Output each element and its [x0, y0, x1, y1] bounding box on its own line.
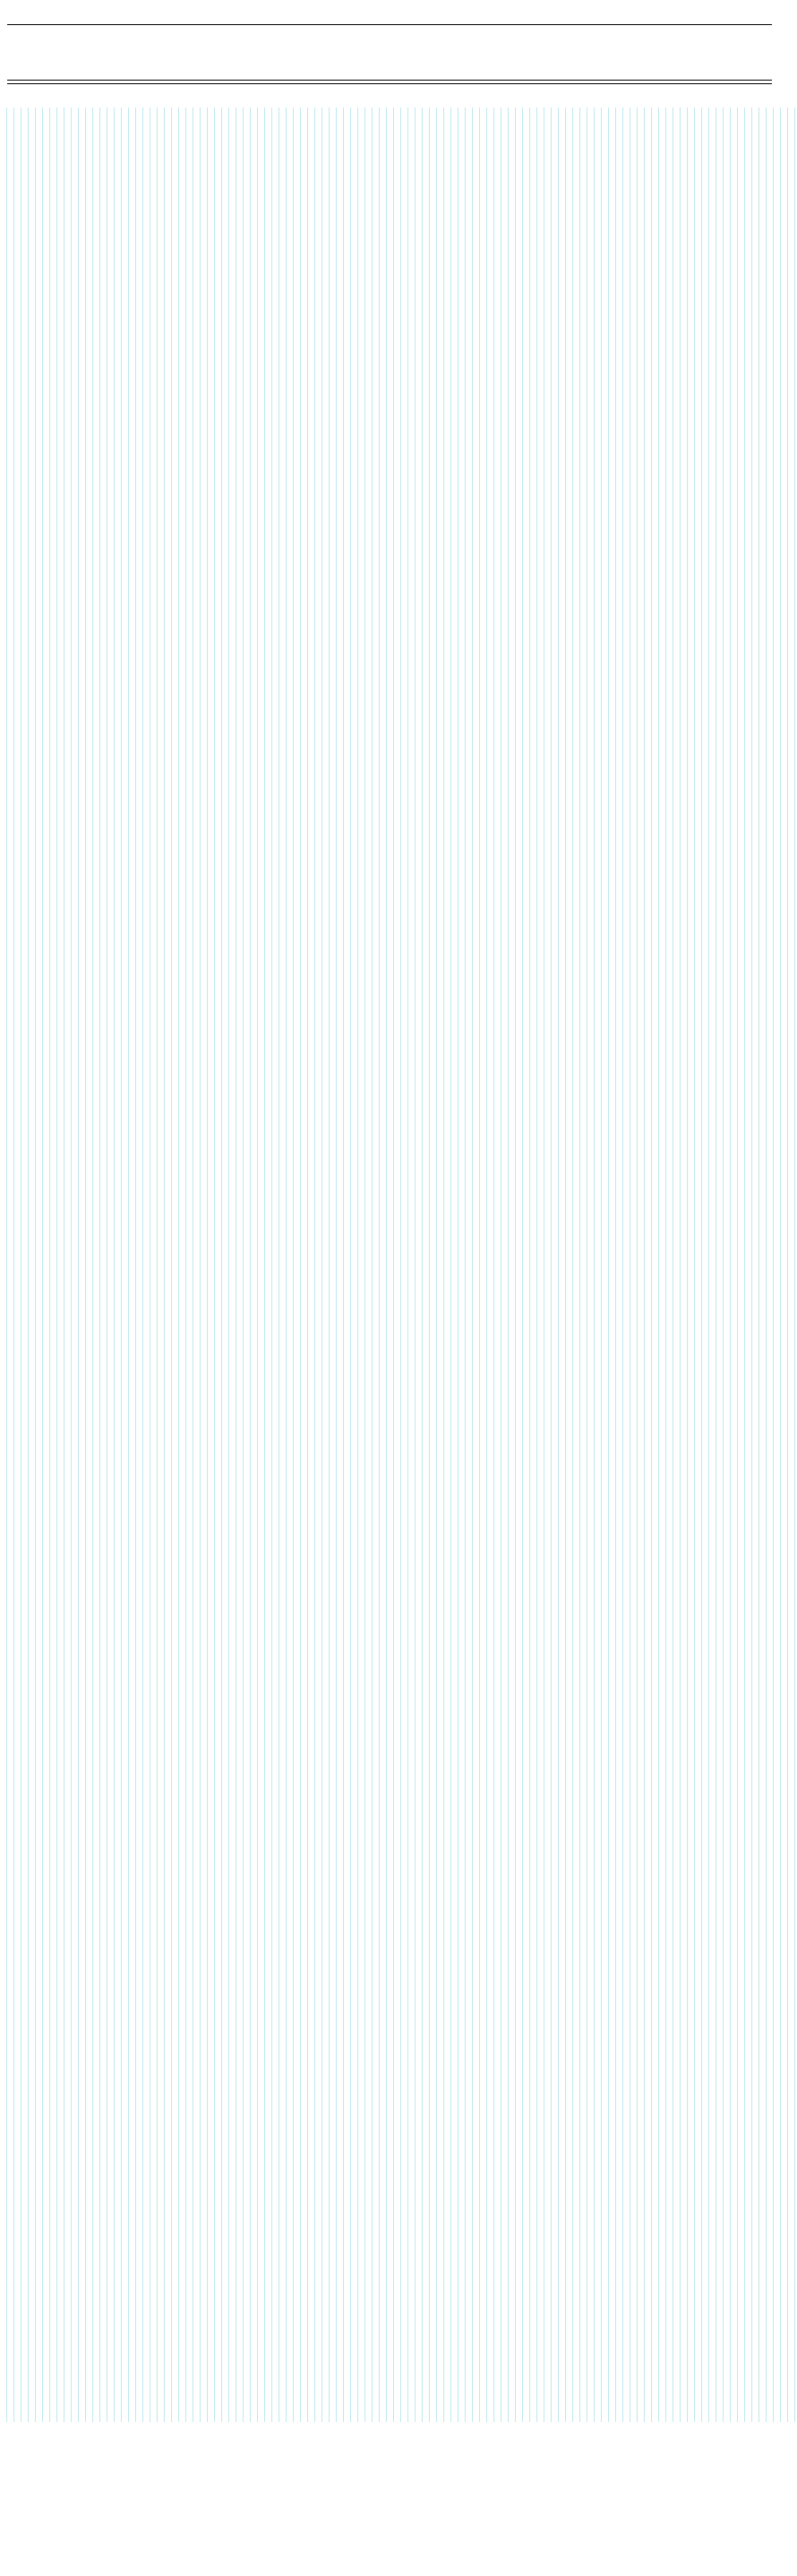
- refseq-track: [0, 2422, 797, 2576]
- ruler-area: [0, 0, 797, 54]
- cytoband-track: [0, 54, 797, 107]
